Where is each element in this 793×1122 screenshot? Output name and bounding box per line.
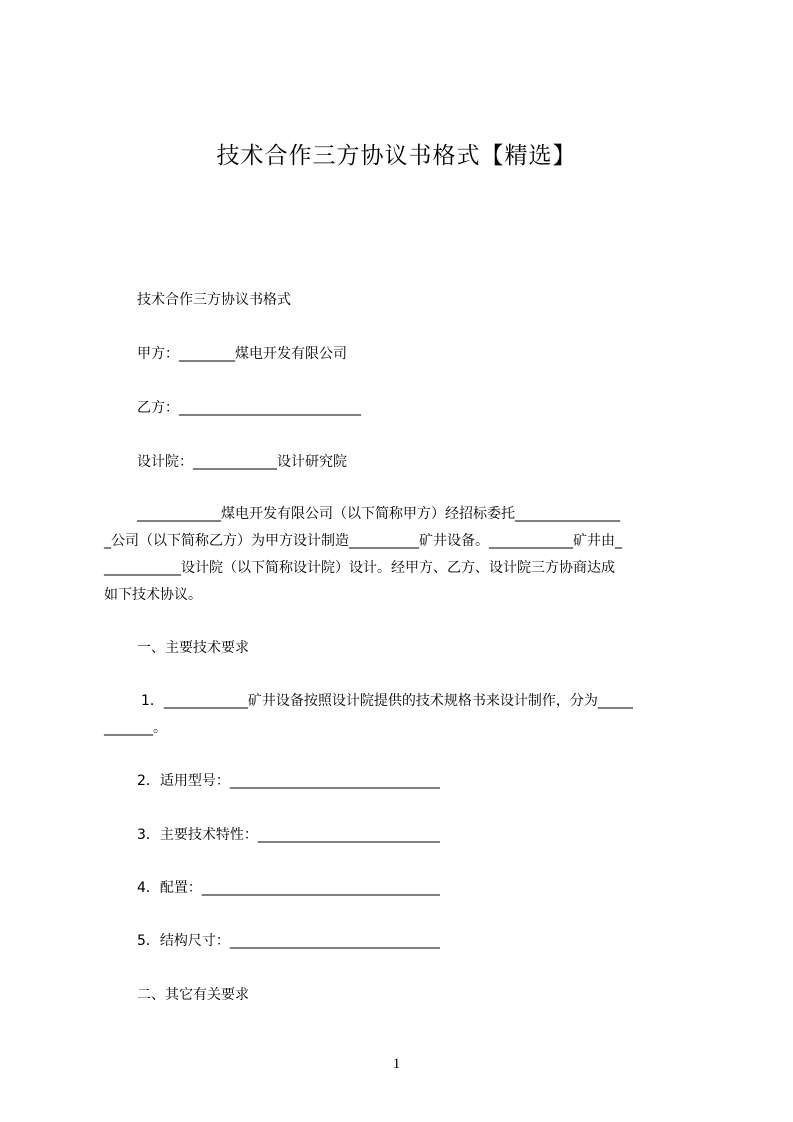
section1-heading: 一、主要技术要求 <box>137 640 249 656</box>
section1-item3: 3．主要技术特性：__________________________ <box>137 827 440 843</box>
section1-item2: 2．适用型号：______________________________ <box>137 773 440 789</box>
section1-item1 <box>104 691 704 745</box>
section1-item4: 4．配置：__________________________________ <box>137 880 440 896</box>
intro-line-2: _公司（以下简称乙方）为甲方设计制造__________矿井设备。____________矿井由_ <box>104 533 622 549</box>
section1-item5: 5．结构尺寸：______________________________ <box>137 933 440 949</box>
intro-line-1: ____________煤电开发有限公司（以下简称甲方）经招标委托_______________ <box>137 506 620 522</box>
page-number: 1 <box>392 1056 401 1072</box>
intro-paragraph <box>104 504 704 612</box>
section2-heading: 二、其它有关要求 <box>137 987 249 1003</box>
intro-line-4: 如下技术协议。 <box>104 587 202 603</box>
document-title: 技术合作三方协议书格式【精选】 <box>216 143 577 169</box>
intro-line-3: ___________设计院（以下简称设计院）设计。经甲方、乙方、设计院三方协商达成 <box>104 560 615 576</box>
design-institute-line: 设计院：____________设计研究院 <box>137 454 347 470</box>
item1-line-1: 1．____________矿井设备按照设计院提供的技术规格书来设计制作，分为_____ <box>141 693 633 709</box>
party-a-line: 甲方：________煤电开发有限公司 <box>137 346 347 362</box>
party-b-line: 乙方：__________________________ <box>137 400 361 416</box>
document-subtitle: 技术合作三方协议书格式 <box>137 292 291 308</box>
item1-line-2: _______。 <box>104 720 167 736</box>
